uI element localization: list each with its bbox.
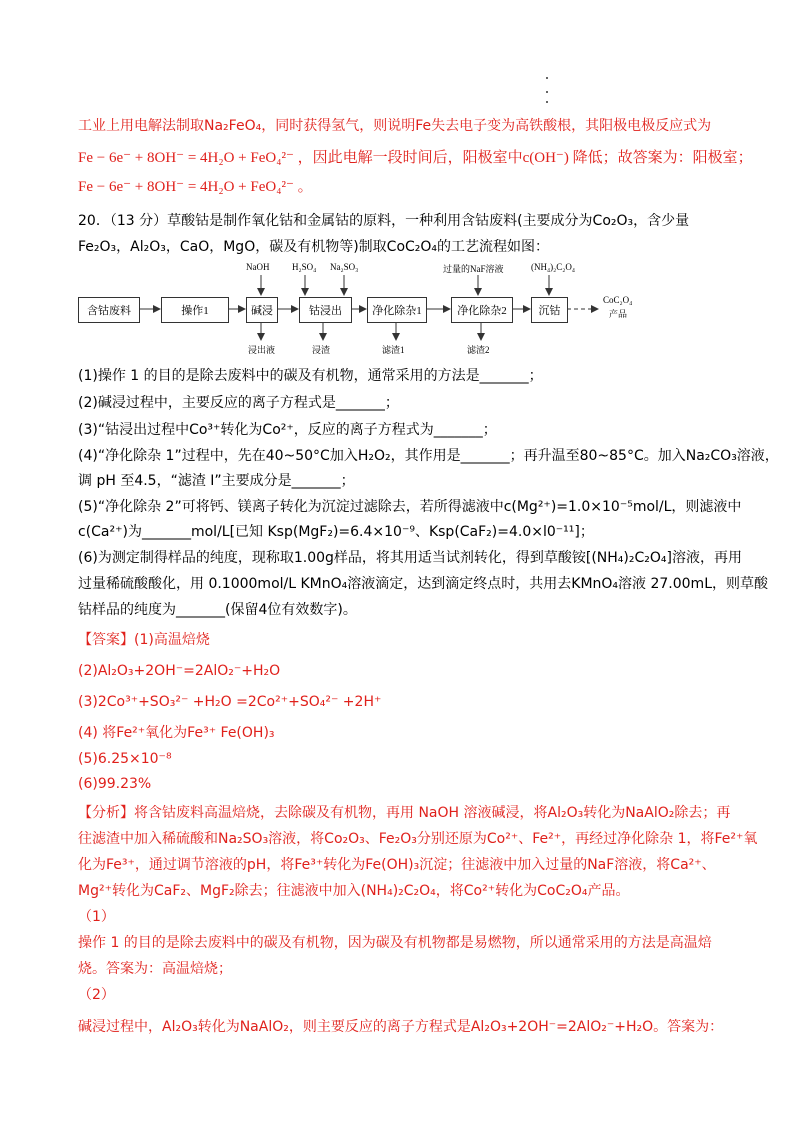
- question-part-4-line-2: 调 pH 至4.5，“滤渣 I”主要成分是_______；: [78, 473, 355, 489]
- product-label: 产品: [609, 309, 628, 319]
- text-line-answer-eq: Fe − 6e⁻ + 8OH⁻ = 4H₂O + FeO₄²⁻ 。: [78, 179, 313, 195]
- question-20-line-1: 20．（13 分）草酸钴是制作氧化钴和金属钴的原料，一种利用含钴废料(主要成分为Co₂O₃，含少量: [78, 213, 690, 229]
- explanation-2: 碱浸过程中，Al₂O₃转化为NaAlO₂，则主要反应的离子方程式是Al₂O₃+2OH⁻=2AlO₂⁻+H₂O。答案为：: [78, 1019, 724, 1035]
- question-part-5-line-2: c(Ca²⁺)为_______mol/L[已知 Ksp(MgF₂)=6.4×10⁻⁹、Ksp(CaF₂)=4.0×l0⁻¹¹]；: [78, 524, 594, 540]
- answer-3: (3)2Co³⁺+SO₃²⁻ +H₂O =2Co²⁺+SO₄²⁻ +2H⁺: [78, 694, 382, 710]
- decor-dot: [546, 101, 548, 103]
- decor-dot: [546, 91, 548, 93]
- question-part-1: (1)操作 1 的目的是除去废料中的碳及有机物，通常采用的方法是_______；: [78, 368, 543, 384]
- analysis-line-1: 【分析】将含钴废料高温焙烧，去除碳及有机物，再用 NaOH 溶液碱浸，将Al₂O₃转化为NaAlO₂除去；再: [78, 805, 731, 821]
- answer-4: (4) 将Fe²⁺氧化为Fe³⁺ Fe(OH)₃: [78, 725, 275, 741]
- input-label-h2so4: H₂SO₄: [292, 262, 317, 272]
- question-part-5-line-1: (5)“净化除杂 2”可将钙、镁离子转化为沉淀过滤除去，若所得滤液中c(Mg²⁺)=1.0×10⁻⁵mol/L，则滤液中: [78, 499, 742, 515]
- output-label-leachate: 浸出液: [248, 345, 276, 355]
- answer-2: (2)Al₂O₃+2OH⁻=2AlO₂⁻+H₂O: [78, 663, 281, 679]
- product-formula: CoC₂O₄: [603, 295, 633, 305]
- input-label-na2so3: Na₂SO₃: [330, 262, 359, 272]
- flow-box-precipitate: 沉钴: [531, 297, 568, 323]
- question-part-6-line-1: (6)为测定制得样品的纯度，现称取1.00g样品，将其用适当试剂转化，得到草酸铵[(NH₄)₂C₂O₄]溶液，再用: [78, 550, 742, 566]
- text-line-anode-eq: Fe − 6e⁻ + 8OH⁻ = 4H₂O + FeO₄²⁻ ，因此电解一段时间后，阳极室中c(OH⁻) 降低；故答案为：阳极室；: [78, 150, 753, 166]
- question-20-line-2: Fe₂O₃，Al₂O₃，CaO，MgO，碳及有机物等)制取CoC₂O₄的工艺流程如图：: [78, 239, 550, 255]
- analysis-line-3: 化为Fe³⁺，通过调节溶液的pH，将Fe³⁺转化为Fe(OH)₃沉淀；往滤液中加入过量的NaF溶液，将Ca²⁺、: [78, 857, 716, 873]
- flow-box-purify-2: 净化除杂2: [451, 297, 513, 323]
- answer-1: 【答案】(1)高温焙烧: [78, 632, 210, 648]
- subsection-2: （2）: [78, 987, 115, 1003]
- explanation-1-line-1: 操作 1 的目的是除去废料中的碳及有机物，因为碳及有机物都是易燃物，所以通常采用的方法是高温焙: [78, 935, 712, 951]
- flow-box-cobalt-waste: 含钴废料: [78, 297, 140, 323]
- input-label-oxalate: (NH₄)₂C₂O₄: [531, 262, 576, 272]
- flow-box-alkali-leach: 碱浸: [246, 297, 278, 323]
- question-part-3: (3)“钴浸出过程中Co³⁺转化为Co²⁺，反应的离子方程式为_______；: [78, 422, 497, 438]
- flow-box-purify-1: 净化除杂1: [367, 297, 427, 323]
- flow-box-operation-1: 操作1: [161, 297, 229, 323]
- question-part-6-line-3: 钴样品的纯度为_______(保留4位有效数字)。: [78, 602, 357, 618]
- question-part-2: (2)碱浸过程中，主要反应的离子方程式是_______；: [78, 395, 399, 411]
- question-part-4-line-1: (4)“净化除杂 1”过程中，先在40~50°C加入H₂O₂，其作用是_______；再升温至80~85°C。加入Na₂CO₃溶液，: [78, 448, 779, 464]
- analysis-line-4: Mg²⁺转化为CaF₂、MgF₂除去；往滤液中加入(NH₄)₂C₂O₄，将Co²⁺转化为CoC₂O₄产品。: [78, 883, 630, 899]
- answer-6: (6)99.23%: [78, 776, 152, 792]
- analysis-line-2: 往滤渣中加入稀硫酸和Na₂SO₃溶液，将Co₂O₃、Fe₂O₃分别还原为Co²⁺、Fe²⁺，再经过净化除杂 1，将Fe²⁺氧: [78, 831, 758, 847]
- answer-5: (5)6.25×10⁻⁸: [78, 751, 172, 767]
- text-line-electrolysis: 工业上用电解法制取Na₂FeO₄，同时获得氢气，则说明Fe失去电子变为高铁酸根，其阳极电极反应式为: [78, 118, 712, 134]
- output-label-residue-1: 滤渣1: [382, 345, 405, 355]
- explanation-1-line-2: 烧。答案为：高温焙烧；: [78, 961, 232, 977]
- question-part-6-line-2: 过量稀硫酸酸化，用 0.1000mol/L KMnO₄溶液滴定，达到滴定终点时，共用去KMnO₄溶液 27.00mL，则草酸: [78, 576, 768, 592]
- flow-box-cobalt-leach: 钴浸出: [299, 297, 352, 323]
- decor-dot: [546, 77, 548, 79]
- input-label-naoh: NaOH: [246, 262, 270, 272]
- subsection-1: （1）: [78, 909, 115, 925]
- input-label-naf: 过量的NaF溶液: [443, 264, 504, 274]
- output-label-residue: 浸渣: [312, 345, 331, 355]
- output-label-residue-2: 滤渣2: [467, 345, 490, 355]
